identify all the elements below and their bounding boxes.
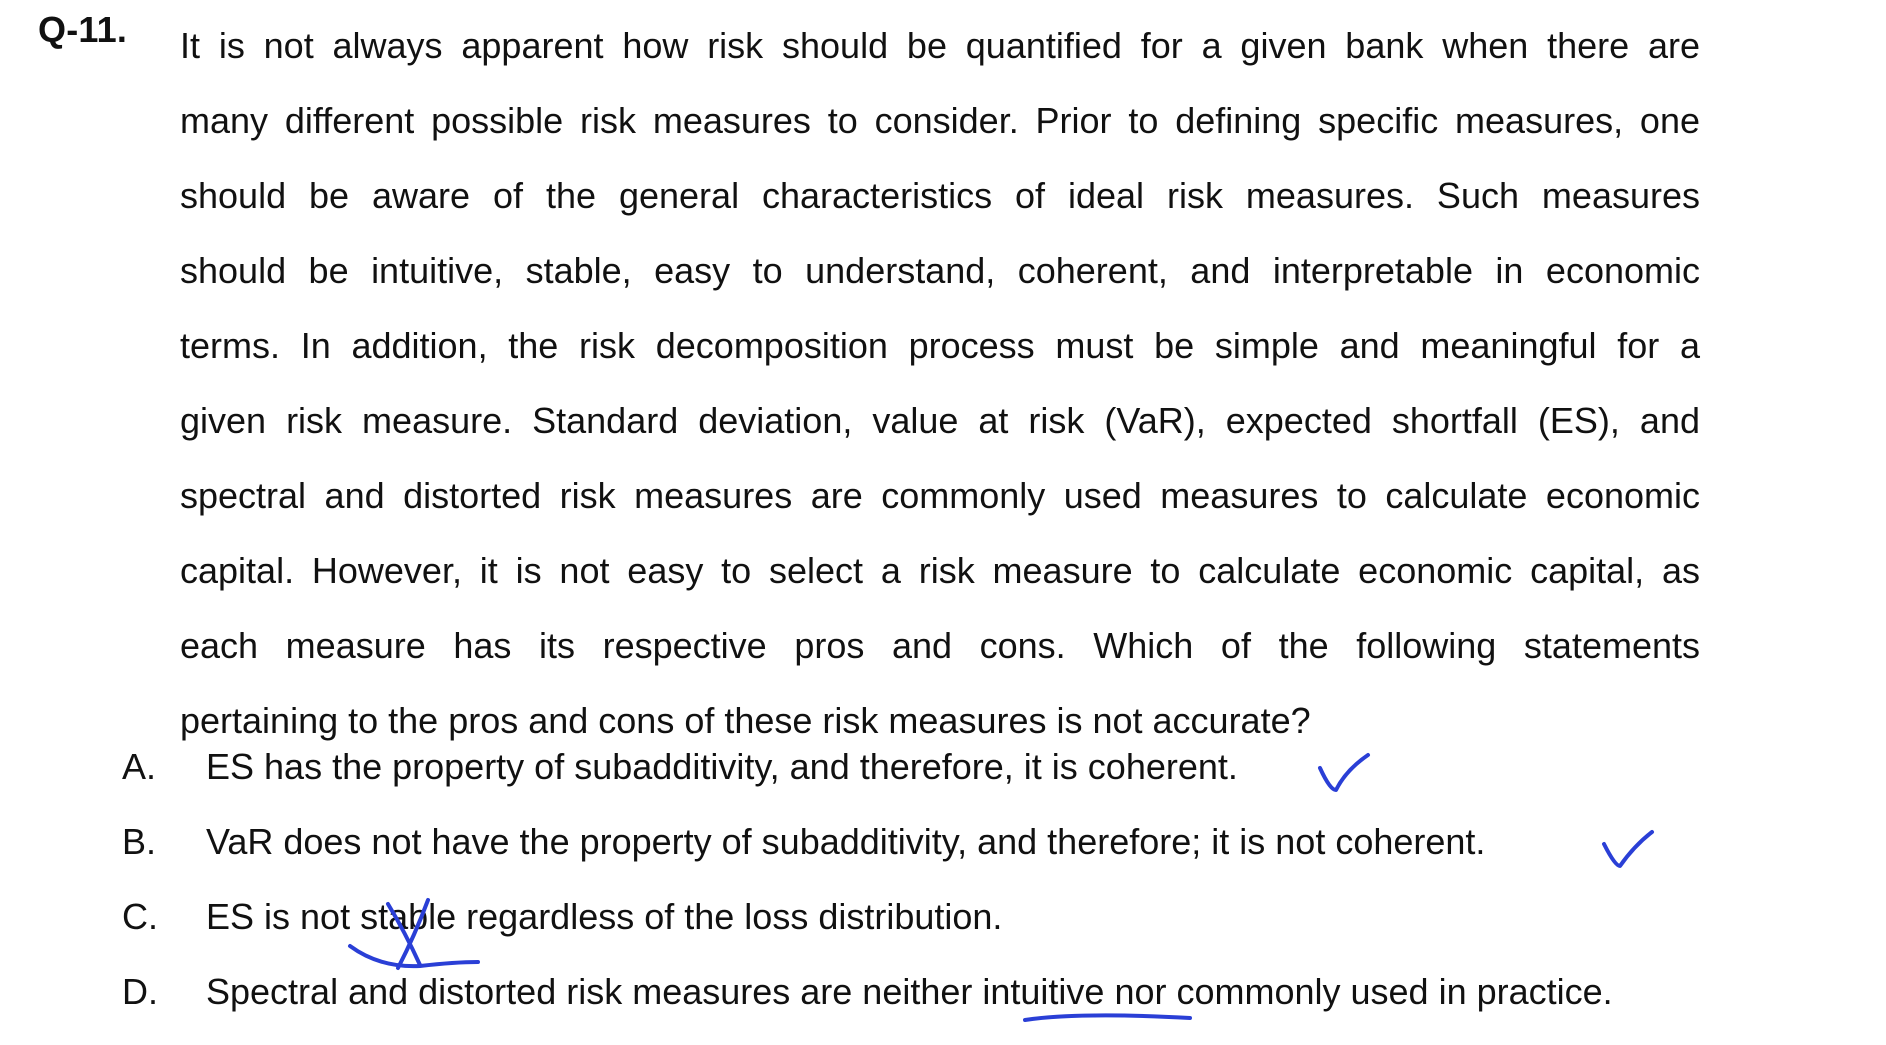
question-body <box>180 8 1700 758</box>
option-d[interactable] <box>0 970 1886 1045</box>
question-line: capital. However, it is not easy to select a risk measure to calculate economic capital, as <box>180 550 1700 591</box>
question-line: given risk measure. Standard deviation, value at risk (VaR), expected shortfall (ES), and <box>180 400 1700 441</box>
option-text: ES is not stable regardless of the loss distribution. <box>206 896 1003 937</box>
option-c[interactable] <box>0 895 1886 970</box>
question-line: should be aware of the general characteristics of ideal risk measures. Such measures <box>180 175 1700 216</box>
question-number: Q-11. <box>38 9 128 50</box>
option-text: VaR does not have the property of subadditivity, and therefore; it is not coherent. <box>206 821 1486 862</box>
question-line: pertaining to the pros and cons of these risk measures is not accurate? <box>180 700 1311 741</box>
option-b[interactable] <box>0 820 1886 895</box>
option-text: ES has the property of subadditivity, and therefore, it is coherent. <box>206 746 1238 787</box>
question-line: spectral and distorted risk measures are commonly used measures to calculate economic <box>180 475 1700 516</box>
question-line: terms. In addition, the risk decomposition process must be simple and meaningful for a <box>180 325 1700 366</box>
option-a[interactable] <box>0 745 1886 820</box>
option-letter: A. <box>122 746 157 787</box>
question-line: should be intuitive, stable, easy to understand, coherent, and interpretable in economic <box>180 250 1700 291</box>
option-letter: D. <box>122 971 158 1012</box>
question-line: It is not always apparent how risk should be quantified for a given bank when there are <box>180 25 1700 66</box>
option-text: Spectral and distorted risk measures are neither intuitive nor commonly used in practice. <box>206 971 1613 1012</box>
question-line: many different possible risk measures to consider. Prior to defining specific measures, one <box>180 100 1700 141</box>
question-line: each measure has its respective pros and cons. Which of the following statements <box>180 625 1700 666</box>
option-letter: C. <box>122 896 158 937</box>
option-letter: B. <box>122 821 157 862</box>
